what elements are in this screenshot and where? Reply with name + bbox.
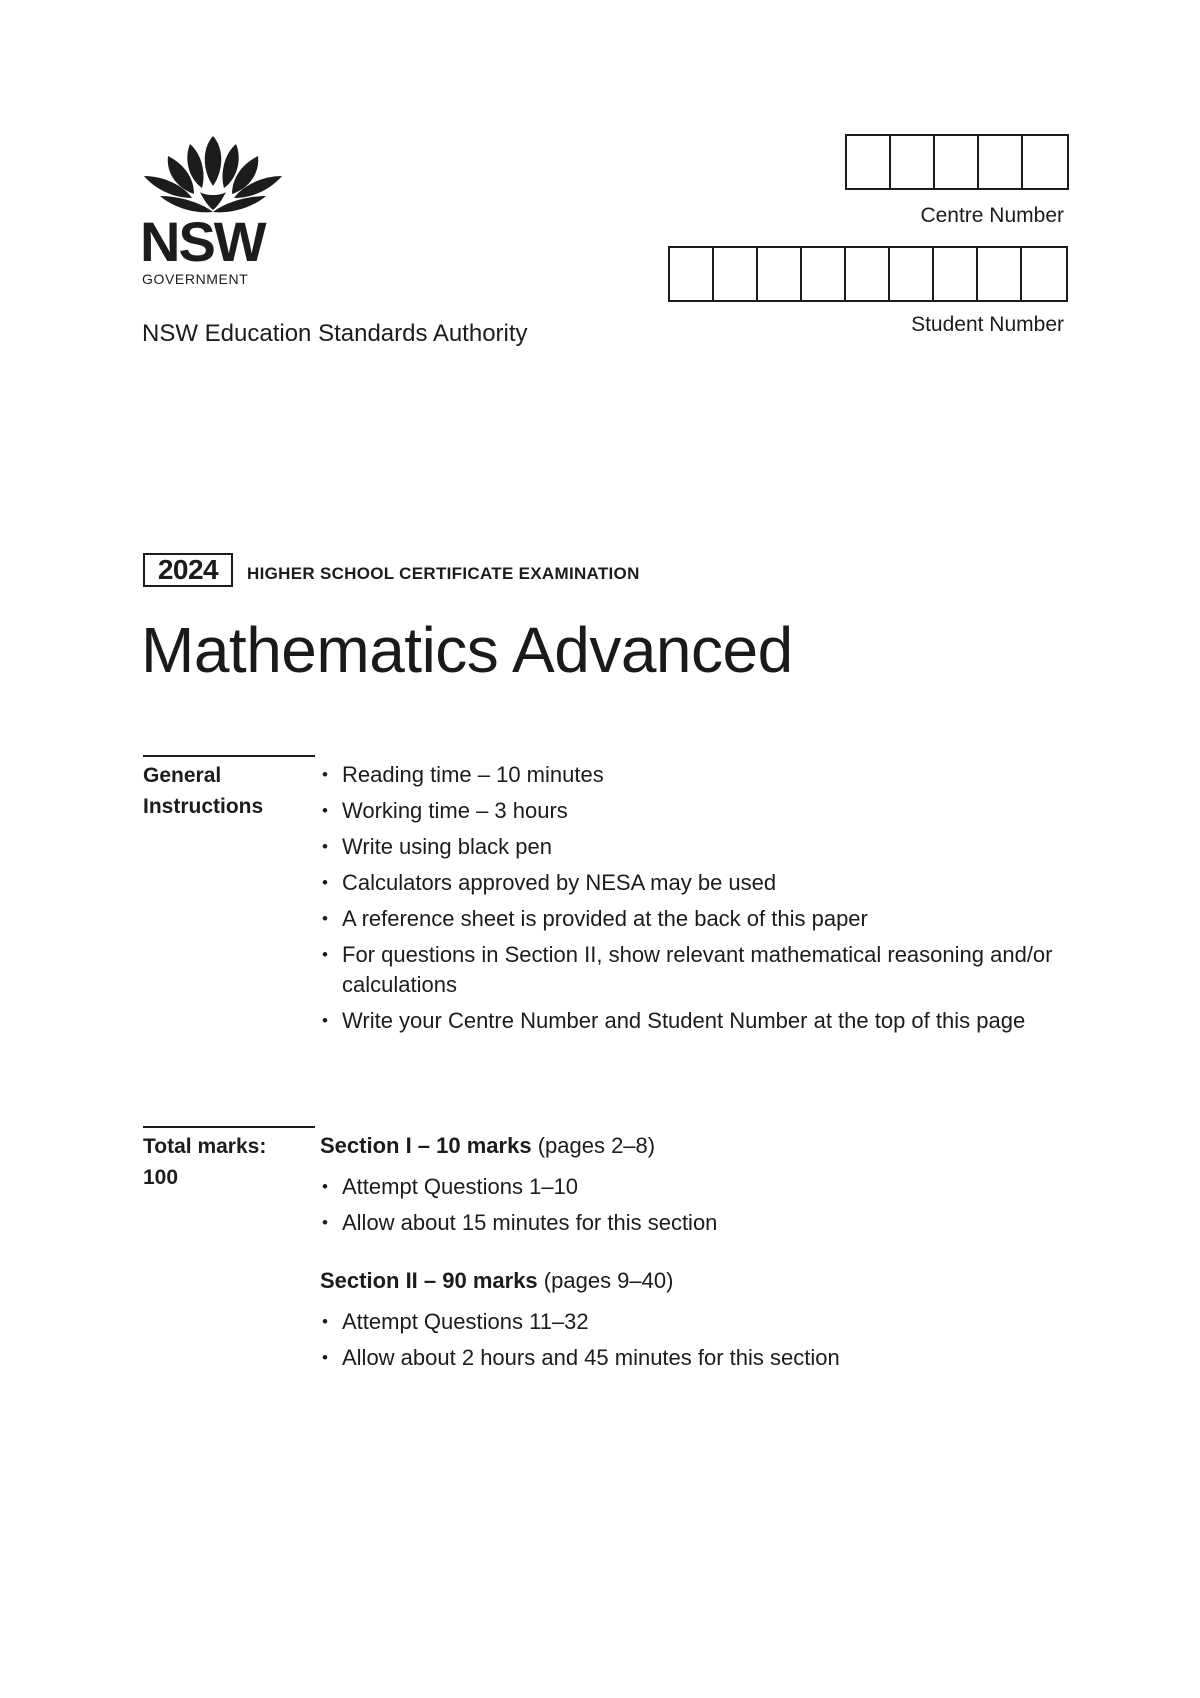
centre-number-box[interactable] [979,136,1023,188]
list-item: • Attempt Questions 11–32 [320,1307,1080,1337]
student-number-box[interactable] [758,248,802,300]
list-item: • Working time – 3 hours [320,796,1080,826]
general-instructions-heading [143,760,263,822]
logo-wordmark: NSW [140,210,265,273]
heading-line: 100 [143,1166,179,1189]
student-number-box[interactable] [846,248,890,300]
logo-subtitle: GOVERNMENT [142,271,249,287]
student-number-boxes[interactable] [668,246,1068,302]
student-number-box[interactable] [714,248,758,300]
exam-year: 2024 [143,553,233,587]
student-number-box[interactable] [978,248,1022,300]
section-pages: (pages 9–40) [543,1268,674,1293]
centre-number-box[interactable] [891,136,935,188]
section-title: Section I – 10 marks [320,1133,532,1158]
heading-line: Instructions [143,795,264,818]
student-number-box[interactable] [1022,248,1066,300]
list-item: • Write using black pen [320,832,1080,862]
section-pages: (pages 2–8) [537,1133,656,1158]
section-1-heading [320,1131,655,1161]
student-number-box[interactable] [802,248,846,300]
student-number-box[interactable] [890,248,934,300]
student-number-box[interactable] [670,248,714,300]
centre-number-boxes[interactable] [845,134,1069,190]
section-2-list [320,1307,1080,1379]
student-number-box[interactable] [934,248,978,300]
list-item: • A reference sheet is provided at the back of this paper [320,904,1080,934]
list-item: • Calculators approved by NESA may be used [320,868,1080,898]
centre-number-label: Centre Number [920,204,1064,227]
list-item: • Attempt Questions 1–10 [320,1172,1080,1202]
heading-line: Total marks: [143,1135,267,1158]
general-instructions-list [320,760,1080,1042]
list-item: • Allow about 15 minutes for this section [320,1208,1080,1238]
nsw-government-logo [140,134,286,287]
centre-number-box[interactable] [935,136,979,188]
list-item: • Allow about 2 hours and 45 minutes for this section [320,1343,1080,1373]
section-2-heading [320,1266,673,1296]
section-divider [143,1126,315,1128]
authority-name: NSW Education Standards Authority [142,320,528,347]
exam-name: HIGHER SCHOOL CERTIFICATE EXAMINATION [247,564,640,583]
total-marks-heading [143,1131,266,1193]
centre-number-box[interactable] [847,136,891,188]
heading-line: General [143,764,222,787]
page-title: Mathematics Advanced [141,614,793,686]
section-1-list [320,1172,1080,1244]
centre-number-box[interactable] [1023,136,1067,188]
list-item: • Write your Centre Number and Student Number at the top of this page [320,1006,1080,1036]
section-title: Section II – 90 marks [320,1268,538,1293]
list-item: • Reading time – 10 minutes [320,760,1080,790]
section-divider [143,755,315,757]
waratah-icon [140,134,286,216]
student-number-label: Student Number [911,313,1064,336]
list-item: • For questions in Section II, show relevant mathematical reasoning and/or calculations [320,940,1080,1000]
